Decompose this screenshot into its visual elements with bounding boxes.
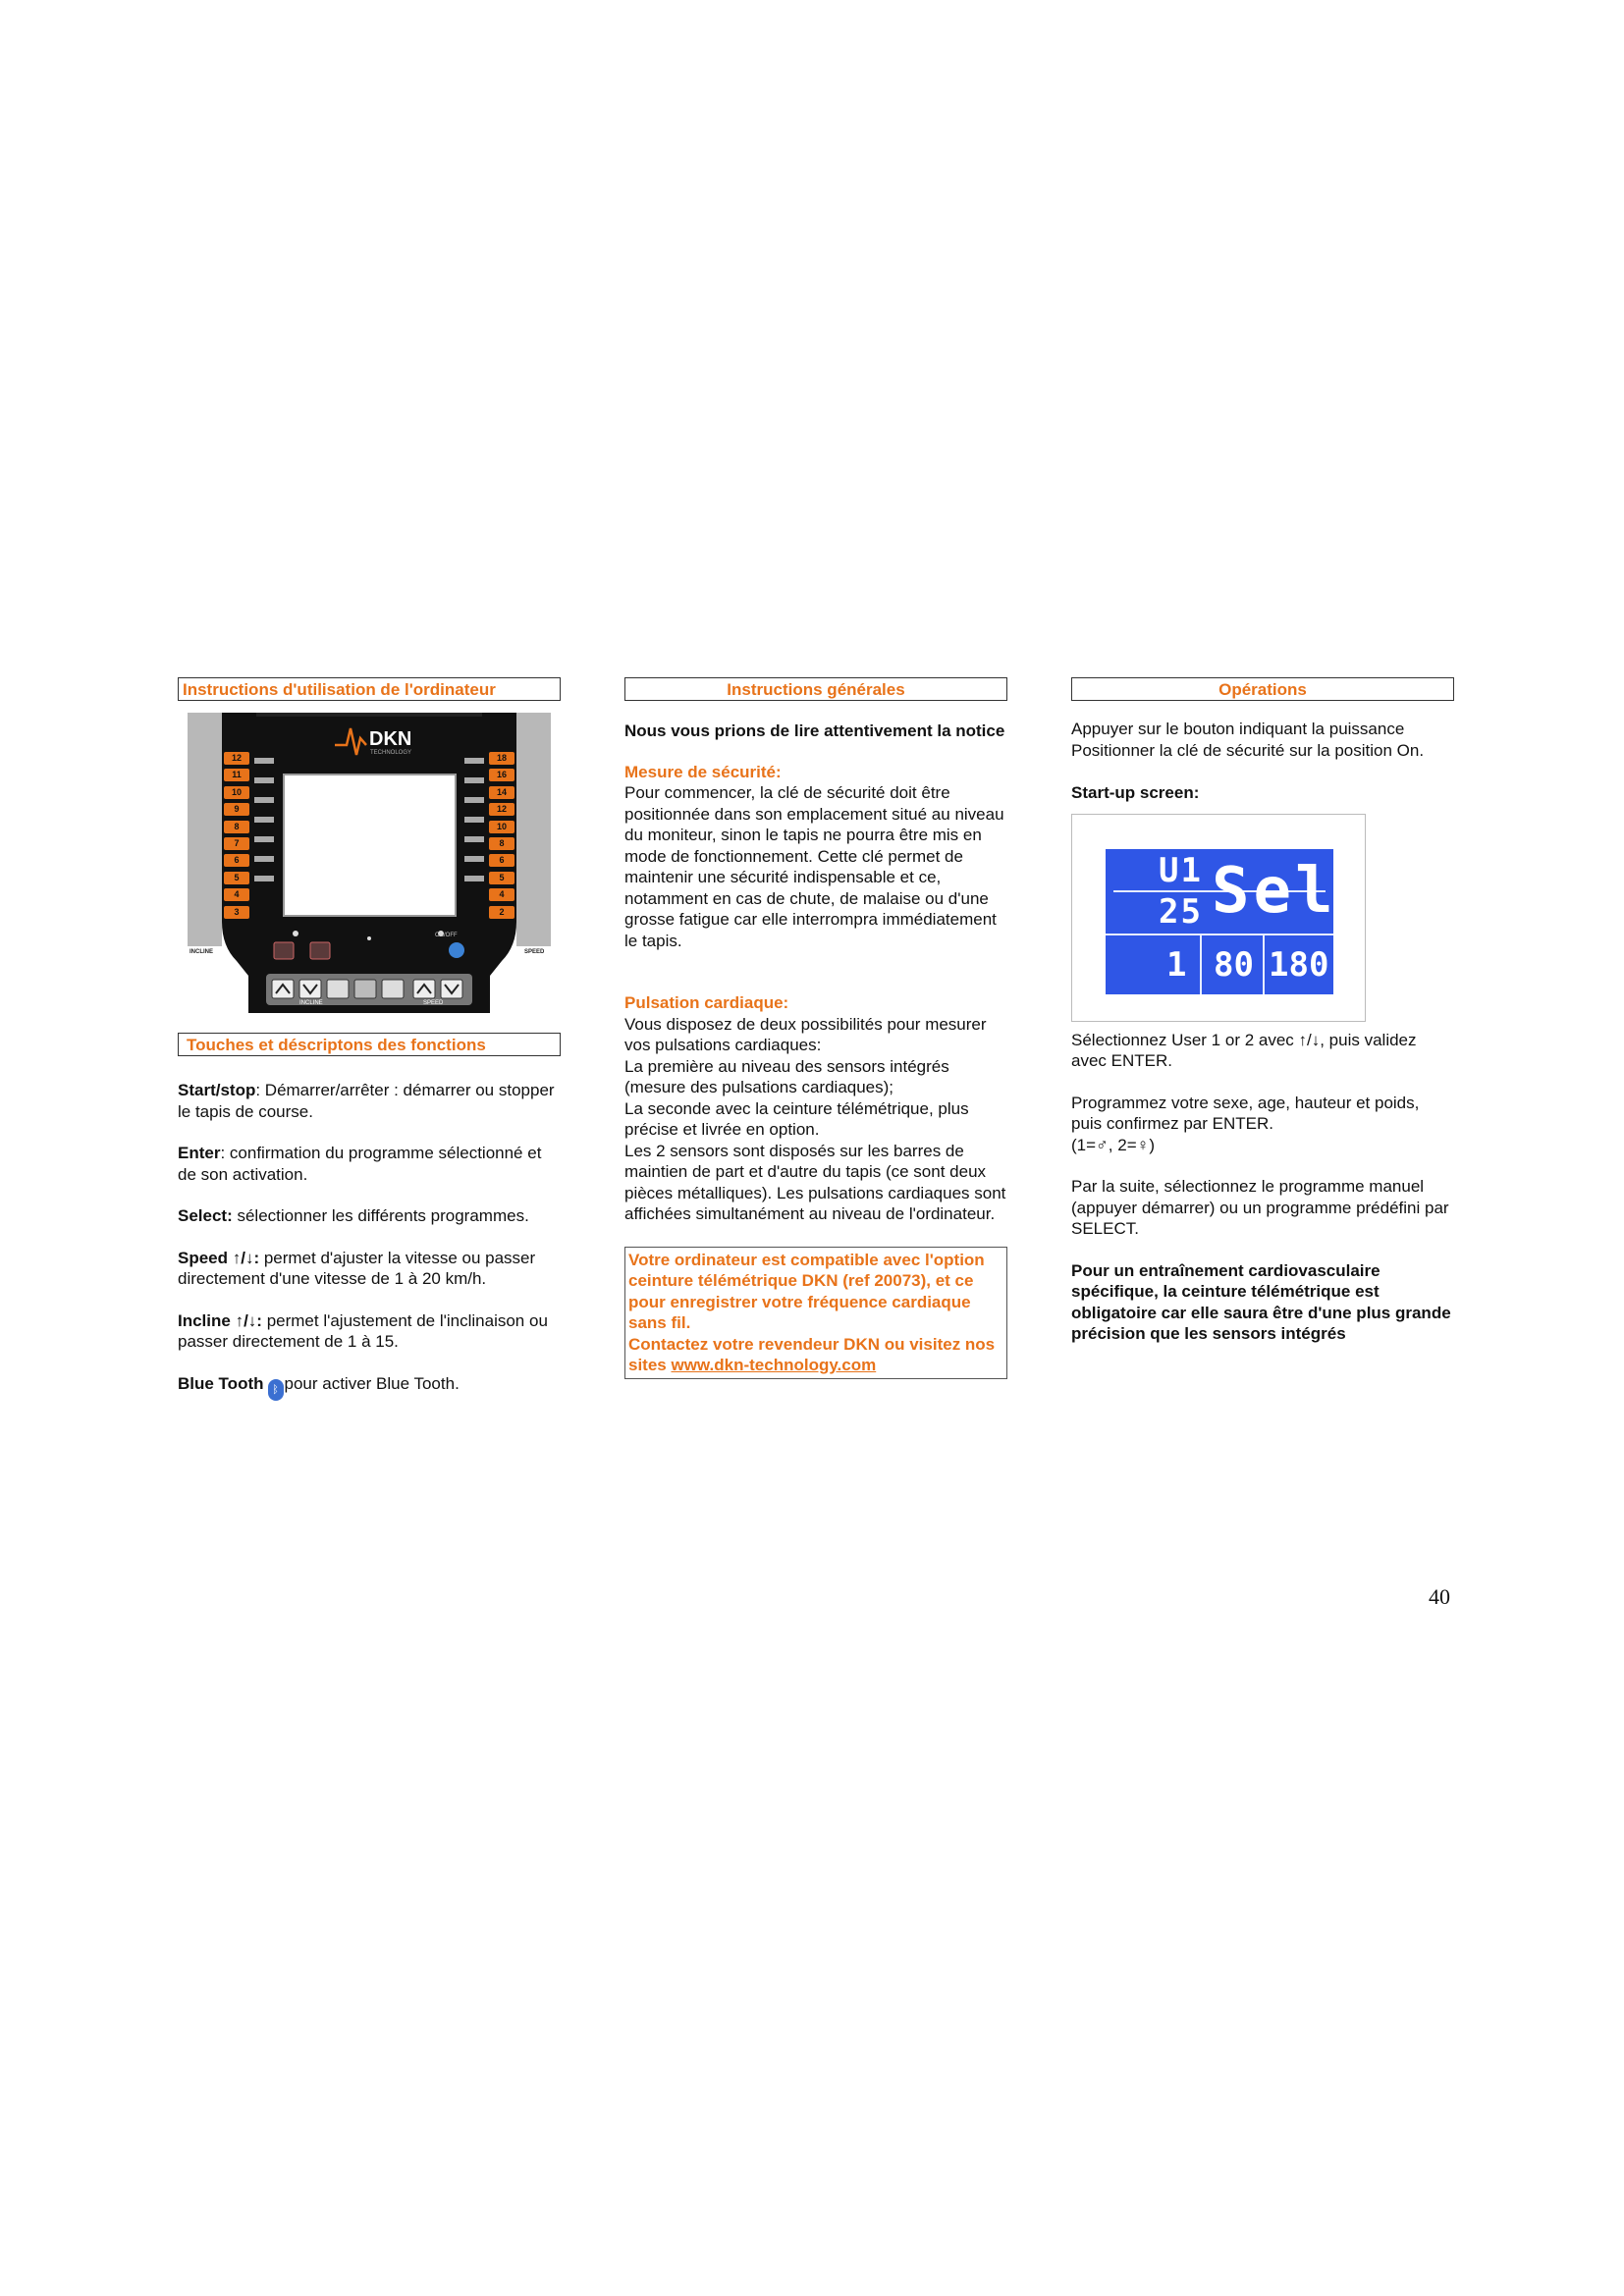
pulse-line-2: La première au niveau des sensors intégrés (mesure des pulsations cardiaques);: [624, 1056, 949, 1096]
incline-level-10: 10: [224, 786, 249, 799]
pulse-line-1: Vous disposez de deux possibilités pour mesurer vos pulsations cardiaques:: [624, 1014, 987, 1054]
incline-level-7: 7: [224, 837, 249, 850]
column-general-instructions: [624, 677, 1007, 1379]
pulse-line-3: La seconde avec la ceinture télémétrique, plus précise et livrée en option.: [624, 1098, 969, 1139]
incline-level-9: 9: [224, 803, 249, 816]
console-onoff-label: ON/OFF: [435, 933, 458, 938]
intro-notice: Nous vous prions de lire attentivement la notice: [624, 721, 1005, 740]
column-operations: [1071, 677, 1454, 1345]
console-speed-side-label: SPEED: [524, 949, 545, 955]
pulse-title: Pulsation cardiaque:: [624, 993, 789, 1012]
console-brand-sub: TECHNOLOGY: [370, 750, 412, 756]
incline-level-8: 8: [224, 821, 249, 833]
power-instructions: Appuyer sur le bouton indiquant la puissance Positionner la clé de sécurité sur la position On.: [1071, 720, 1425, 760]
console-illustration: [178, 711, 561, 1017]
enter-desc: Enter: confirmation du programme sélectionné et de son activation.: [178, 1144, 542, 1184]
console-bottom-incline-label: INCLINE: [299, 1000, 323, 1006]
incline-desc: Incline ↑/↓: permet l'ajustement de l'inclinaison ou passer directement de 1 à 15.: [178, 1310, 548, 1351]
startup-title: Start-up screen:: [1071, 783, 1200, 802]
incline-level-3: 3: [224, 906, 249, 919]
cardio-note: Pour un entraînement cardiovasculaire spécifique, la ceinture télémétrique est obligatoire car elle saura être d'une plus grande précision que les sensors intégrés: [1071, 1260, 1451, 1343]
speed-level-12: 12: [489, 803, 514, 816]
speed-level-18: 18: [489, 752, 514, 765]
lcd-sel: Sel: [1212, 854, 1337, 928]
lcd-age: 25: [1159, 891, 1203, 932]
safety-text: Pour commencer, la clé de sécurité doit être positionnée dans son emplacement situé au niveau du moniteur, sinon le tapis ne pourra être mis en mode de fonctionnement. Cette clé permet de maintenir une sécurité indispensable et ce, notamment en cas de chute, de malaise ou d'une grosse fatigue car elle interrompra immédiatement le tapis.: [624, 783, 1004, 950]
column-computer-instructions: [178, 677, 561, 1401]
section-header-computer: Instructions d'utilisation de l'ordinateur: [178, 677, 561, 701]
safety-title: Mesure de sécurité:: [624, 762, 782, 781]
section-header-keys: Touches et déscriptons des fonctions: [178, 1033, 561, 1056]
console-bottom-speed-label: SPEED: [423, 1000, 444, 1006]
lcd-value-3: 180: [1269, 944, 1329, 985]
bluetooth-icon: ᛒ: [268, 1379, 284, 1401]
incline-level-6: 6: [224, 854, 249, 867]
speed-desc: Speed ↑/↓: permet d'ajuster la vitesse ou passer directement d'une vitesse de 1 à 20 km/h.: [178, 1248, 536, 1288]
console-brand: DKN: [369, 728, 412, 750]
speed-level-5: 5: [489, 872, 514, 884]
lcd-display: [1106, 849, 1337, 994]
website-link[interactable]: www.dkn-technology.com: [671, 1356, 877, 1374]
incline-level-5: 5: [224, 872, 249, 884]
incline-level-4: 4: [224, 888, 249, 901]
startup-screen-image: [1071, 814, 1366, 1022]
incline-level-11: 11: [224, 769, 249, 781]
console-incline-side-label: INCLINE: [189, 949, 213, 955]
section-header-operations: Opérations: [1071, 677, 1454, 701]
bluetooth-desc: Blue Tooth ᛒ pour activer Blue Tooth.: [178, 1373, 561, 1401]
lcd-value-1: 1: [1166, 944, 1187, 985]
program-profile-text: Programmez votre sexe, age, hauteur et poids, puis confirmez par ENTER.: [1071, 1093, 1420, 1133]
page-number: 40: [1429, 1584, 1450, 1609]
select-user-text: Sélectionnez User 1 or 2 avec ↑/↓, puis validez avec ENTER.: [1071, 1030, 1417, 1070]
incline-level-12: 12: [224, 752, 249, 765]
notice-contact: Contactez votre revendeur DKN ou visitez nos sites www.dkn-technology.com: [628, 1334, 996, 1374]
speed-level-4: 4: [489, 888, 514, 901]
speed-level-10: 10: [489, 821, 514, 833]
lcd-user: U1: [1159, 850, 1203, 890]
speed-level-2: 2: [489, 906, 514, 919]
select-desc: Select: sélectionner les différents programmes.: [178, 1206, 529, 1225]
startstop-desc: Start/stop: Démarrer/arrêter : démarrer ou stopper le tapis de course.: [178, 1081, 555, 1121]
speed-level-list: [489, 752, 514, 923]
gender-code-text: (1=♂, 2=♀): [1071, 1135, 1156, 1154]
incline-level-list: [224, 752, 249, 923]
pulse-line-4: Les 2 sensors sont disposés sur les barres de maintien de part et d'autre du tapis (ce sont deux pièces métalliques). Les pulsations cardiaques sont affichées simultanément au niveau de l'ordinateur.: [624, 1141, 1006, 1223]
speed-level-8: 8: [489, 837, 514, 850]
speed-level-6: 6: [489, 854, 514, 867]
speed-level-14: 14: [489, 786, 514, 799]
notice-text: Votre ordinateur est compatible avec l'option ceinture télémétrique DKN (ref 20073), et ce pour enregistrer votre fréquence cardiaque sans fil.: [628, 1250, 985, 1332]
speed-level-16: 16: [489, 769, 514, 781]
lcd-value-2: 80: [1214, 944, 1254, 985]
compatibility-notice: [624, 1247, 1007, 1379]
select-program-text: Par la suite, sélectionnez le programme manuel (appuyer démarrer) ou un programme prédéfini par SELECT.: [1071, 1177, 1449, 1238]
section-header-general: Instructions générales: [624, 677, 1007, 701]
